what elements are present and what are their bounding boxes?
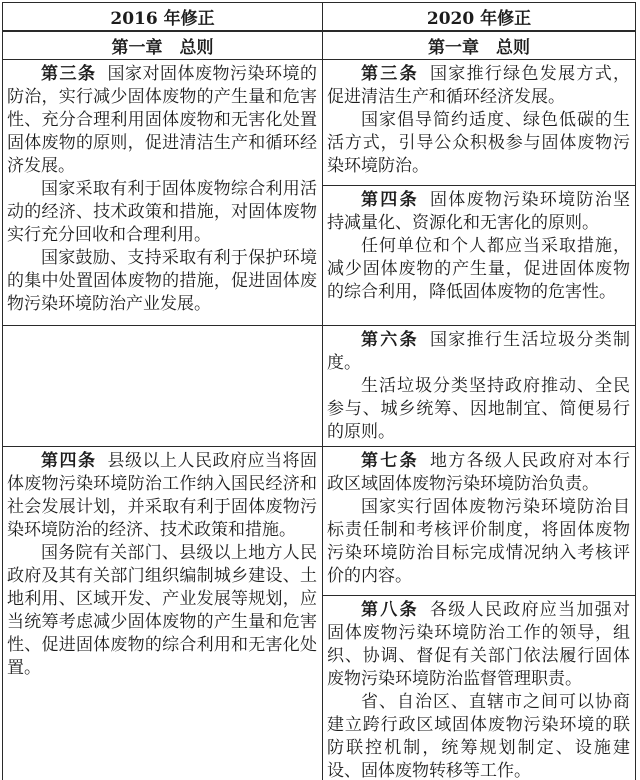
paragraph-text: 各级人民政府应当加强对固体废物污染环境防治工作的领导，组织、协调、督促有关部门依法履行固体废物污染环境防治监督管理职责。 [327,600,631,689]
paragraph [327,450,630,496]
cell-2020-article-3 [323,60,636,186]
chapter-heading-left: 第一章 总则 [3,31,323,60]
paragraph: 国家采取有利于固体废物综合利用活动的经济、技术政策和措施，对固体废物实行充分回收和合理利用。 [7,179,317,245]
paragraph: 生活垃圾分类坚持政府推动、全民参与、城乡统筹、因地制宜、简便易行的原则。 [327,376,630,442]
paragraph-text: 县级以上人民政府应当将固体废物污染环境防治工作纳入国民经济和社会发展计划，并采取有利于固体废物污染环境防治的经济、技术政策和措施。 [7,451,318,540]
column-header-2020: 2020 年修正 [323,3,636,32]
table-row [3,60,636,186]
paragraph: 国家鼓励、支持采取有利于保护环境的集中处置固体废物的措施，促进固体废物污染环境防治产业发展。 [7,248,317,314]
cell-2016-article-4 [3,447,323,780]
paragraph-text: 国家对固体废物污染环境的防治，实行减少固体废物的产生量和危害性、充分合理利用固体废物和无害化处置固体废物的原则，促进清洁生产和循环经济发展。 [7,64,318,176]
cell-2020-article-8 [323,596,636,780]
article-number: 第四条 [41,451,97,471]
cell-2016-empty [3,326,323,447]
chapter-heading-right: 第一章 总则 [323,31,636,60]
table-row [3,326,636,447]
paragraph [7,63,317,178]
paragraph [7,450,317,542]
paragraph-text: 国家推行绿色发展方式，促进清洁生产和循环经济发展。 [327,64,631,107]
paragraph: 国家实行固体废物污染环境防治目标责任制和考核评价制度，将固体废物污染环境防治目标完成情况纳入考核评价的内容。 [327,497,630,586]
cell-2020-article-4 [323,186,636,326]
table-row [3,447,636,596]
paragraph [327,329,630,375]
cell-2020-article-7 [323,447,636,596]
paragraph: 任何单位和个人都应当采取措施，减少固体废物的产生量，促进固体废物的综合利用，降低固体废物的危害性。 [327,236,630,302]
paragraph [327,599,630,691]
article-number: 第三条 [41,64,97,84]
paragraph-text: 地方各级人民政府对本行政区域固体废物污染环境防治负责。 [327,451,631,494]
paragraph [327,63,630,109]
cell-2016-article-3 [3,60,323,326]
cell-2020-article-6 [323,326,636,447]
paragraph-text: 固体废物污染环境防治坚持减量化、资源化和无害化的原则。 [327,190,631,233]
chapter-row [3,31,636,60]
paragraph: 省、自治区、直辖市之间可以协商建立跨行政区域固体废物污染环境的联防联控机制，统筹规划制定、设施建设、固体废物转移等工作。 [327,692,630,780]
article-number: 第三条 [361,64,419,84]
article-number: 第四条 [361,190,419,210]
article-number: 第七条 [361,451,419,471]
column-header-2016: 2016 年修正 [3,3,323,32]
paragraph: 国务院有关部门、县级以上地方人民政府及其有关部门组织编制城乡建设、土地利用、区域开发、产业发展等规划，应当统筹考虑减少固体废物的产生量和危害性、促进固体废物的综合利用和无害化处置。 [7,543,317,678]
law-comparison-table [2,2,636,780]
article-number: 第八条 [361,600,419,620]
paragraph: 国家倡导简约适度、绿色低碳的生活方式，引导公众积极参与固体废物污染环境防治。 [327,110,630,176]
header-row [3,3,636,32]
paragraph-text: 国家推行生活垃圾分类制度。 [327,330,631,373]
article-number: 第六条 [361,330,419,350]
paragraph [327,189,630,235]
